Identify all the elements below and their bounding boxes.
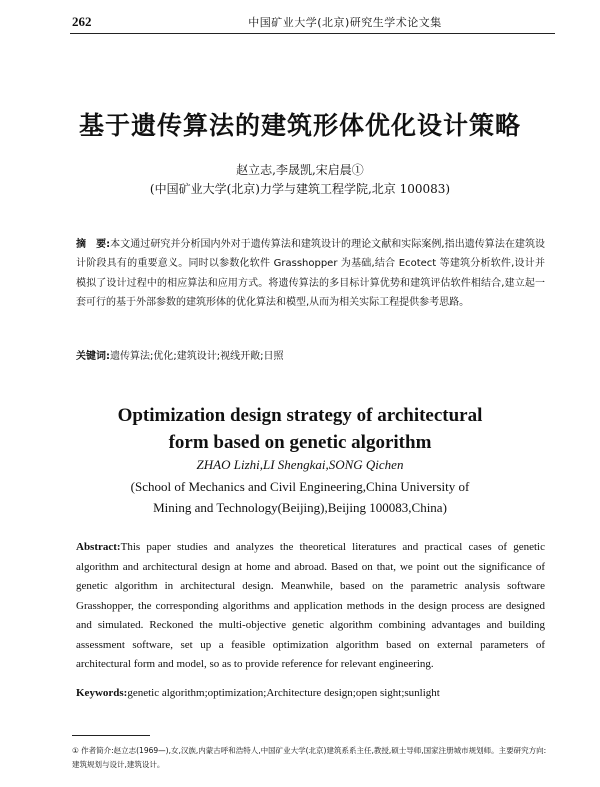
page-number: 262 — [72, 14, 92, 29]
title-english — [0, 402, 600, 456]
keywords-english-text: genetic algorithm;optimization;Architecture design;open sight;sunlight — [127, 687, 440, 699]
authors-chinese: 赵立志,李晟凯,宋启晨① — [236, 163, 364, 177]
authors-english: ZHAO Lizhi,LI Shengkai,SONG Qichen — [196, 457, 404, 472]
abstract-english-label: Abstract: — [76, 541, 121, 553]
abstract-english — [76, 538, 545, 675]
keywords-chinese-label: 关键词: — [76, 351, 110, 362]
abstract-chinese — [76, 235, 545, 313]
affiliation-english — [0, 476, 600, 518]
author-footnote: ① 作者简介:赵立志(1969—),女,汉族,内蒙古呼和浩特人,中国矿业大学(北京)建筑系系主任,教授,硕士导师,国家注册城市规划师。主要研究方向:建筑规划与设计,建筑设计。 — [72, 746, 547, 769]
title-english-line2: form based on genetic algorithm — [168, 432, 432, 453]
keywords-english — [76, 687, 545, 699]
running-header: 中国矿业大学(北京)研究生学术论文集 — [248, 16, 442, 29]
title-chinese: 基于遗传算法的建筑形体优化设计策略 — [78, 111, 521, 140]
abstract-chinese-text: 本文通过研究并分析国内外对于遗传算法和建筑设计的理论文献和实际案例,指出遗传算法在建筑设计阶段具有的重要意义。同时以参数化软件 Grasshopper 为基础,结合 Ecotect 等建筑分析软件,设计并模拟了设计过程中的相应算法和应用方式。将遗传算法的多目标计算优势和建筑评估软件相结合,建立起一套可行的基于外部参数的建筑形体的优化算法和模型,从而为相关实际工程提供参考思路。 — [76, 239, 545, 309]
affiliation-english-line1: (School of Mechanics and Civil Engineering,China University of — [130, 479, 470, 494]
header-rule — [70, 33, 555, 34]
abstract-chinese-label: 摘 要: — [76, 239, 111, 250]
affiliation-chinese: (中国矿业大学(北京)力学与建筑工程学院,北京 100083) — [149, 182, 451, 196]
keywords-chinese — [76, 347, 545, 362]
abstract-english-text: This paper studies and analyzes the theoretical literatures and practical cases of genetic algorithm and architectural design at home and abroad. Based on that, we point out the significance of genetic algorithm in architectural design. Meanwhile, based on the parametric analysis software Grasshopper, the corresponding algorithms and application methods in the design process are designed and simulated. Reckoned the multi-objective genetic algorithm combining advantages and building assessment software, set up a feasible optimization algorithm based on external parameters of architectural form and model, so as to provide reference for relevant engineering. — [76, 541, 545, 670]
keywords-english-label: Keywords: — [76, 687, 128, 699]
keywords-chinese-text: 遗传算法;优化;建筑设计;视线开敞;日照 — [110, 351, 284, 362]
affiliation-english-line2: Mining and Technology(Beijing),Beijing 100083,China) — [153, 500, 447, 515]
footnote-rule — [72, 735, 150, 736]
title-english-line1: Optimization design strategy of architectural — [117, 405, 483, 426]
